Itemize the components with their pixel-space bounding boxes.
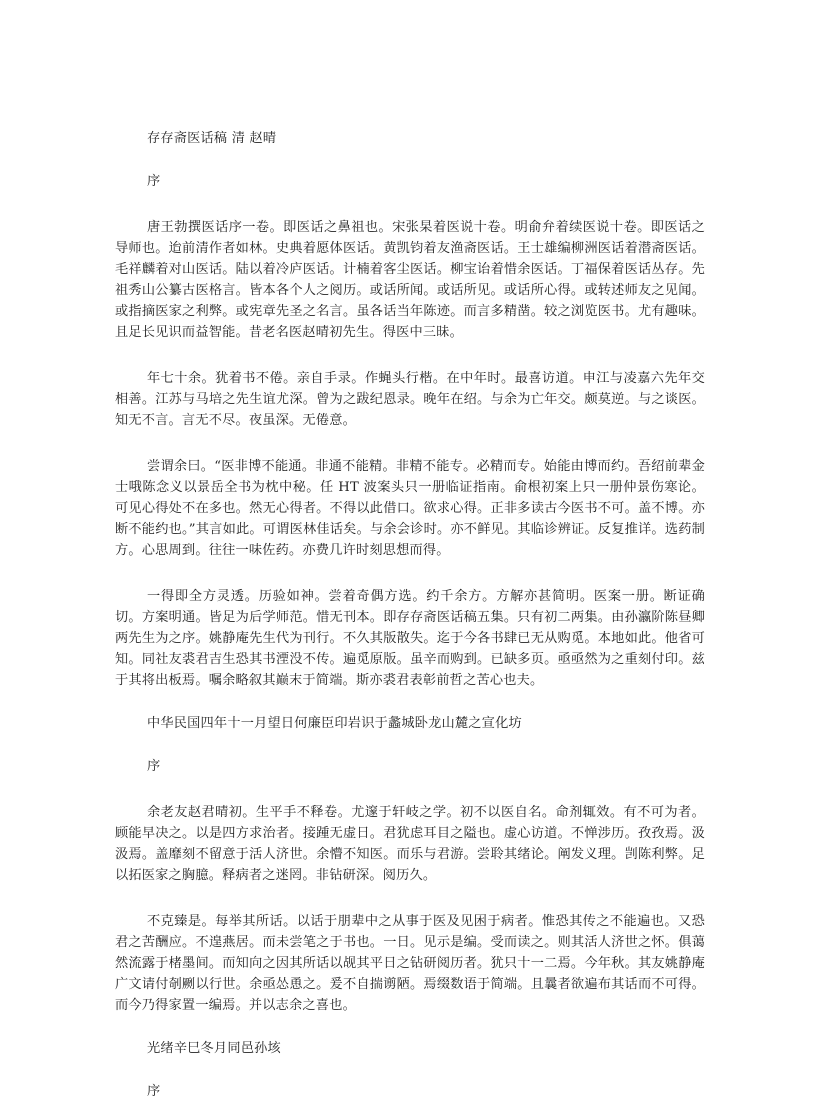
preface-heading: 序 — [147, 1084, 161, 1099]
paragraph: 尝谓余曰。“医非博不能通。非通不能精。非精不能专。必精而专。始能由博而约。吾绍前辈金士哦陈念义以景岳全书为枕中秘。任 HT 波案头只一册临证指南。俞根初案上只一册仲景伤寒论。可见心得处不在多也。然无心得者。不得以此借口。欲求心得。正非多读古今医书不可。盖不博。亦断不能约也。”其言如此。可谓医林佳话矣。与余会诊时。亦不鲜见。其临诊辨证。反复推详。选药制方。心思周到。往往一味佐药。亦费几许时刻思想而得。 — [115, 459, 705, 558]
preface-signature: 光绪辛巳冬月同邑孙垓 — [147, 1041, 281, 1056]
paragraph: 不克臻是。每举其所话。以话于朋辈中之从事于医及见困于病者。惟恐其传之不能遍也。又恐君之苦酬应。不遑燕居。而未尝笔之于书也。一日。见示是编。受而读之。则其活人济世之怀。俱蔼然流露于楮墨间。而知向之因其所话以觇其平日之钻研阅历者。犹只十一二焉。今年秋。其友姚静庵广文请付剞劂以行世。余亟怂恿之。爰不自揣谫陋。焉缀数语于简端。且曩者欲遍布其话而不可得。而今乃得家置一编焉。并以志余之喜也。 — [115, 914, 705, 1013]
paragraph: 一得即全方灵透。历验如神。尝着奇偶方选。约千余方。方解亦甚简明。医案一册。断证确切。方案明通。皆足为后学师范。惜无刊本。即存存斋医话稿五集。只有初二两集。由孙瀛阶陈昼卿两先生为之序。姚静庵先生代为刊行。不久其版散失。迄于今各书肆已无从购觅。本地如此。他省可知。同社友裘君吉生恐其书湮没不传。遍觅原版。虽辛而购到。已缺多页。亟亟然为之重刻付印。兹于其将出板焉。嘱余略叙其巅末于简端。斯亦裘君表彰前哲之苦心也夫。 — [115, 589, 705, 688]
paragraph: 年七十余。犹着书不倦。亲自手录。作蝇头行楷。在中年时。最喜访道。申江与凌嘉六先年交相善。江苏与马培之先生谊尤深。曾为之跋纪恩录。晚年在绍。与余为亡年交。颇莫逆。与之谈医。知无不言。言无不尽。夜虽深。无倦意。 — [115, 371, 705, 428]
document-page — [115, 128, 705, 1102]
paragraph: 余老友赵君晴初。生平手不释卷。尤邃于轩岐之学。初不以医自名。命剂辄效。有不可为者。顾能早决之。以是四方求治者。接踵无虚日。君犹虑耳目之隘也。虚心访道。不惮涉历。孜孜焉。汲汲焉。盖靡刻不留意于活人济世。余懵不知医。而乐与君游。尝聆其绪论。阐发义理。剀陈利弊。足以拓医家之胸臆。释病者之迷罔。非钻研深。阅历久。 — [115, 805, 705, 883]
paragraph: 唐王勃撰医话序一卷。即医话之鼻祖也。宋张杲着医说十卷。明俞弁着续医说十卷。即医话之导师也。迨前清作者如林。史典着愿体医话。黄凯钧着友渔斋医话。王士雄编柳洲医话着潜斋医话。毛祥麟着对山医话。陆以着冷庐医话。计楠着客尘医话。柳宝诒着惜余医话。丁福保着医话丛存。先祖秀山公纂古医格言。皆本各个人之阅历。或话所闻。或话所见。或话所心得。或转述师友之见闻。或指摘医家之利弊。或宪章先圣之名言。虽各话当年陈迹。而言多精凿。较之浏览医书。尤有趣味。且足长见识而益智能。昔老名医赵晴初先生。得医中三昧。 — [115, 220, 705, 340]
preface-signature: 中华民国四年十一月望日何廉臣印岩识于蠡城卧龙山麓之宣化坊 — [147, 716, 522, 731]
preface-heading: 序 — [147, 174, 161, 189]
preface-heading: 序 — [147, 759, 161, 774]
document-title: 存存斋医话稿 清 赵晴 — [147, 131, 277, 146]
